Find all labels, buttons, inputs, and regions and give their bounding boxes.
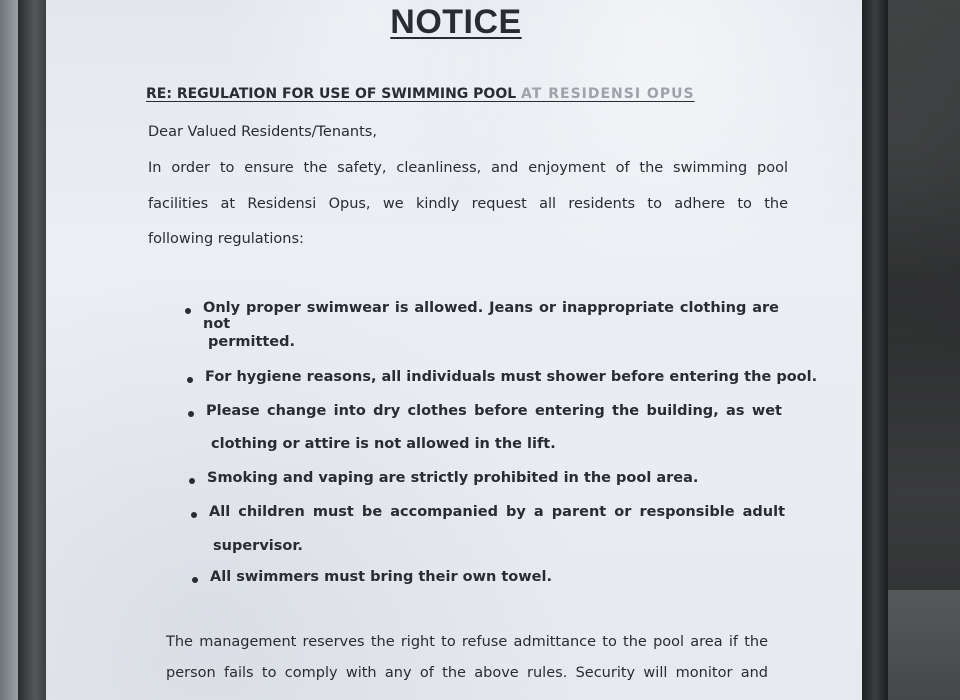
rule-item: Only proper swimwear is allowed. Jeans or inappropriate clothing are not xyxy=(203,300,779,332)
intro-line-3: following regulations: xyxy=(148,231,304,247)
rule-item-continued: permitted. xyxy=(208,334,296,350)
intro-line-1: In order to ensure the safety, cleanliness, and enjoyment of the swimming pool xyxy=(148,160,788,176)
bullet-icon xyxy=(192,577,198,583)
rule-item-continued: clothing or attire is not allowed in the lift. xyxy=(211,436,556,452)
rule-item: For hygiene reasons, all individuals must shower before entering the pool. xyxy=(205,369,817,385)
bullet-icon xyxy=(189,478,195,484)
bullet-icon xyxy=(185,308,191,314)
subject-line: RE: REGULATION FOR USE OF SWIMMING POOL AT RESIDENSI OPUS xyxy=(146,86,695,102)
rule-item: Smoking and vaping are strictly prohibited in the pool area. xyxy=(207,470,698,486)
notice-paper xyxy=(46,0,866,700)
salutation: Dear Valued Residents/Tenants, xyxy=(148,124,377,140)
rule-item: Please change into dry clothes before entering the building, as wet xyxy=(206,403,782,419)
closing-line-2: person fails to comply with any of the above rules. Security will monitor and xyxy=(166,665,768,681)
rule-item: All children must be accompanied by a parent or responsible adult xyxy=(209,504,785,520)
closing-line-1: The management reserves the right to refuse admittance to the pool area if the xyxy=(166,634,768,650)
rule-item-continued: supervisor. xyxy=(213,538,303,554)
glass-frame-right xyxy=(862,0,888,700)
bullet-icon xyxy=(191,512,197,518)
intro-line-2: facilities at Residensi Opus, we kindly request all residents to adhere to the xyxy=(148,196,788,212)
rule-item: All swimmers must bring their own towel. xyxy=(210,569,552,585)
bullet-icon xyxy=(187,377,193,383)
notice-title: NOTICE xyxy=(390,3,522,41)
bullet-icon xyxy=(188,411,194,417)
